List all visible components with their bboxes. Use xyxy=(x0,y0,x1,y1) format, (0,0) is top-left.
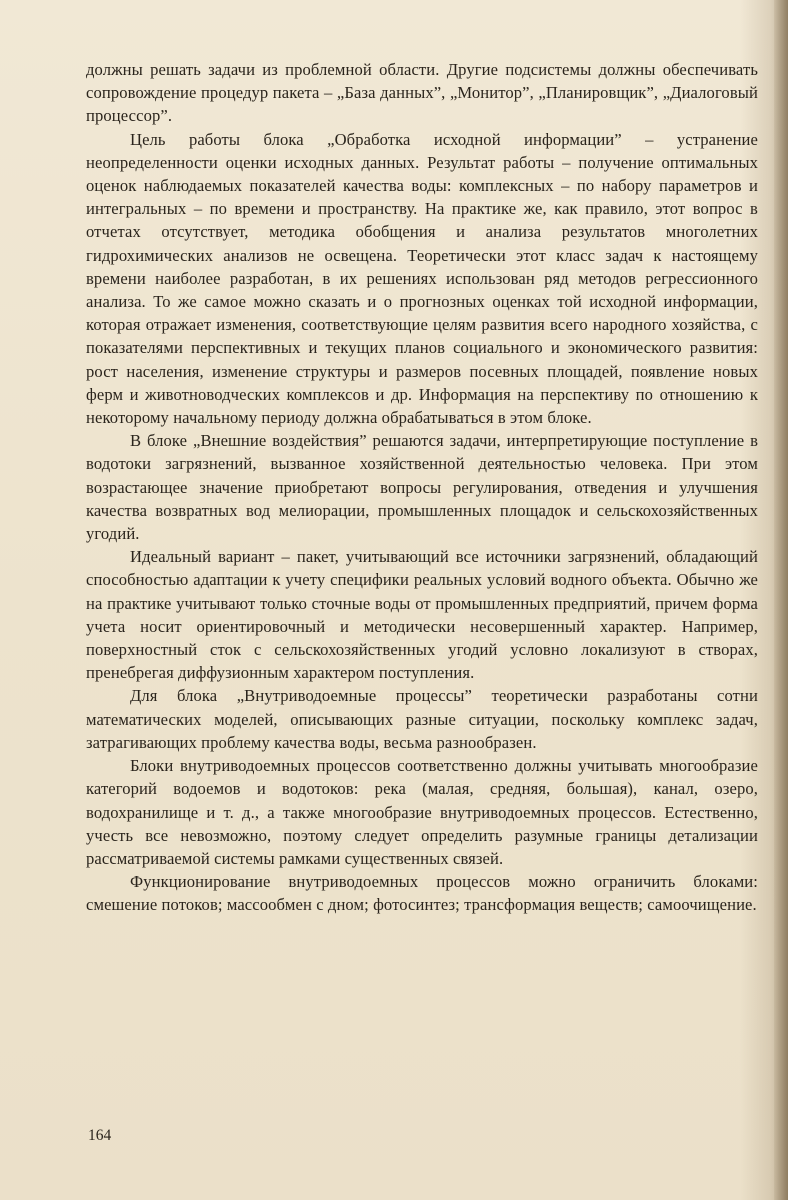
page-spine-shadow xyxy=(774,0,788,1200)
paragraph-inwater-processes-block: Для блока „Внутриводоемные процессы” теоретически разработаны сотни математических моделей, описывающих разные ситуации, поскольку комплекс задач, затрагивающих проблему качества воды, весьма разнообразен. xyxy=(86,686,758,752)
paragraph-inwater-categories: Блоки внутриводоемных процессов соответственно должны учитывать многообразие категорий водоемов и водотоков: река (малая, средняя, большая), канал, озеро, водохранилище и т. д., а также многообразие внутриводоемных процессов. Естественно, учесть все невозможно, поэтому следует определить разумные границы детализации рассматриваемой системы рамками существенных связей. xyxy=(86,756,758,868)
page-number: 164 xyxy=(88,1127,112,1144)
paragraph-ideal-variant: Идеальный вариант – пакет, учитывающий все источники загрязнений, обладающий способностью адаптации к учету специфики реальных условий водного объекта. Обычно же на практике учитывают только сточные воды от промышленных предприятий, причем форма учета носит ориентировочный и методически несовершенный характер. Например, поверхностный сток с сельскохозяйственных угодий условно локализуют в створах, пренебрегая диффузионным характером поступления. xyxy=(86,547,758,683)
paragraph-source-data-block: Цель работы блока „Обработка исходной информации” – устранение неопределенности оценки исходных данных. Результат работы – получение оптимальных оценок наблюдаемых показателей качества воды: комплексных – по набору параметров и интегральных – по времени и пространству. На практике же, как правило, этот вопрос в отчетах отсутствует, методика обобщения и анализа результатов многолетних гидрохимических анализов не освещена. Теоретически этот класс задач к настоящему времени наиболее разработан, в их решениях использован ряд методов регрессионного анализа. То же самое можно сказать и о прогнозных оценках той исходной информации, которая отражает изменения, соответствующие целям развития всего народного хозяйства, с показателями перспективных и текущих планов социального и экономического развития: рост населения, изменение структуры и размеров посевных площадей, появление новых ферм и животноводческих комплексов и др. Информация на перспективу по отношению к некоторому начальному периоду должна обрабатываться в этом блоке. xyxy=(86,129,758,428)
paragraph-external-impacts-block: В блоке „Внешние воздействия” решаются задачи, интерпретирующие поступление в водотоки загрязнений, вызванное хозяйственной деятельностью человека. При этом возрастающее значение приобретают вопросы регулирования, отведения и улучшения качества возвратных вод мелиорации, промышленных площадок и сельскохозяйственных угодий. xyxy=(86,431,758,544)
paragraph-continuation: должны решать задачи из проблемной области. Другие подсистемы должны обеспечивать сопровождение процедур пакета – „База данных”, „Монитор”, „Планировщик”, „Диалоговый процессор”. xyxy=(86,60,758,126)
body-text xyxy=(86,58,758,917)
paragraph-functioning-blocks: Функционирование внутриводоемных процессов можно ограничить блоками: смешение потоков; массообмен с дном; фотосинтез; трансформация веществ; самоочищение. xyxy=(86,872,758,915)
